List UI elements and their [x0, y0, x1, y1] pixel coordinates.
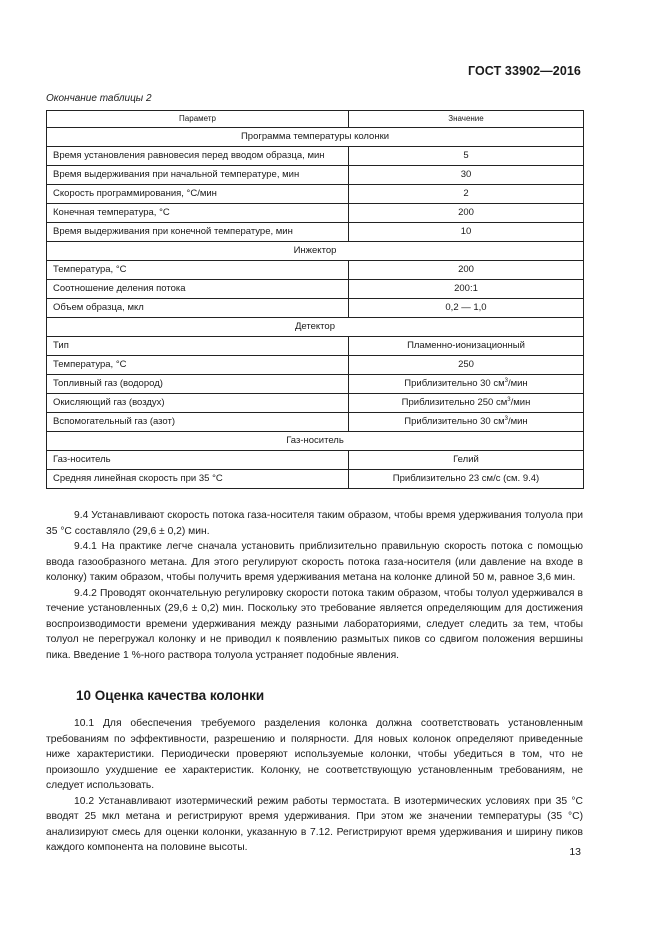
paragraph-10-2: 10.2 Устанавливают изотермический режим работы термостата. В изотермических условиях при 35 °С вводят 25 мкл метана и регистрируют время удерживания. При этом же значении температуры (35 °С) анализируют смесь для оценки колонки, указанную в 7.12. Регистрируют время удерживания и ширину пиков каждого компонента на половине высоты. [46, 795, 583, 853]
parameter-cell: Газ-носитель [47, 451, 349, 470]
table-row [47, 204, 584, 223]
section-title: Газ-носитель [47, 432, 584, 451]
unit-tail: /мин [507, 378, 528, 389]
section-title: Инжектор [47, 242, 584, 261]
value-text: Приблизительно 30 см [404, 378, 505, 389]
parameter-cell: Время установления равновесия перед вводом образца, мин [47, 147, 349, 166]
parameter-cell: Время выдерживания при конечной температуре, мин [47, 223, 349, 242]
page-number: 13 [569, 846, 581, 858]
table-section-row [47, 128, 584, 147]
table-row [47, 394, 584, 413]
value-cell: 5 [349, 147, 584, 166]
parameter-cell: Конечная температура, °С [47, 204, 349, 223]
paragraph-10-1: 10.1 Для обеспечения требуемого разделения колонка должна соответствовать установленным требованиям по эффективности, разрешению и полярности. Для новых колонок определяют приведенные ниже характеристики. Периодически проверяют используемые колонки, чтобы убедиться в том, что не произошло ухудшение ее характеристик. Колонку, не соответствующую установленным требованиям, не следует использовать. [46, 718, 583, 791]
table-row [47, 280, 584, 299]
paragraph-9-4-1: 9.4.1 На практике легче сначала установить приблизительно правильную скорость потока с помощью ввода газообразного метана. Для этого регулируют скорость потока газа-носителя (или давление на входе в колонку) таким образом, чтобы получить время удерживания метана на колонке длиной 50 м, равное 3,6 мин. [46, 541, 583, 583]
table-row [47, 356, 584, 375]
parameter-cell: Тип [47, 337, 349, 356]
table-row [47, 185, 584, 204]
table-row [47, 147, 584, 166]
section-title: Программа температуры колонки [47, 128, 584, 147]
value-cell: 10 [349, 223, 584, 242]
table-caption: Окончание таблицы 2 [46, 93, 152, 104]
table-row [47, 413, 584, 432]
value-cell: 30 [349, 166, 584, 185]
parameter-cell: Температура, °С [47, 356, 349, 375]
table-row [47, 451, 584, 470]
table-section-row [47, 432, 584, 451]
value-cell [349, 375, 584, 394]
standard-code: ГОСТ 33902—2016 [467, 64, 581, 78]
parameter-cell: Объем образца, мкл [47, 299, 349, 318]
unit-superscript: 3 [504, 416, 508, 422]
table-section-row [47, 242, 584, 261]
value-cell: 200 [349, 204, 584, 223]
table-row [47, 261, 584, 280]
parameter-cell: Средняя линейная скорость при 35 °С [47, 470, 349, 489]
value-text: Приблизительно 30 см [404, 416, 505, 427]
parameter-cell: Скорость программирования, °С/мин [47, 185, 349, 204]
table-row [47, 337, 584, 356]
table-row [47, 375, 584, 394]
value-cell: Гелий [349, 451, 584, 470]
value-cell: 0,2 — 1,0 [349, 299, 584, 318]
paragraph-9-4-2: 9.4.2 Проводят окончательную регулировку скорости потока таким образом, чтобы толуол удерживался в течение установленных (29,6 ± 0,2) мин. Поскольку это требование является определяющим для достижения воспроизводимости времени удерживания между разными лабораториями, следует следить за тем, чтобы толуол не перегружал колонку и не приводил к появлению размытых пиков со сдвигом положения вершины пика. Введение 1 %-ного раствора толуола устраняет подобные явления. [46, 587, 583, 661]
parameter-cell: Время выдерживания при начальной температуре, мин [47, 166, 349, 185]
text-block-1 [46, 508, 583, 663]
table-body [47, 128, 584, 489]
table-row [47, 299, 584, 318]
table-row [47, 223, 584, 242]
parameter-cell: Топливный газ (водород) [47, 375, 349, 394]
column-header-value: Значение [349, 111, 584, 128]
parameter-cell: Окисляющий газ (воздух) [47, 394, 349, 413]
value-text: Приблизительно 250 см [401, 397, 508, 408]
table-row [47, 470, 584, 489]
value-cell: 200 [349, 261, 584, 280]
section-title: Детектор [47, 318, 584, 337]
column-header-parameter: Параметр [47, 111, 349, 128]
value-cell [349, 413, 584, 432]
paragraph-9-4: 9.4 Устанавливают скорость потока газа-носителя таким образом, чтобы время удерживания толуола при 35 °С составляло (29,6 ± 0,2) мин. [46, 510, 583, 537]
parameter-cell: Вспомогательный газ (азот) [47, 413, 349, 432]
parameters-table [46, 110, 584, 489]
value-cell: 250 [349, 356, 584, 375]
table-section-row [47, 318, 584, 337]
unit-tail: /мин [510, 397, 531, 408]
unit-tail: /мин [507, 416, 528, 427]
value-cell: 200:1 [349, 280, 584, 299]
value-cell: Пламенно-ионизационный [349, 337, 584, 356]
value-cell [349, 394, 584, 413]
parameter-cell: Температура, °С [47, 261, 349, 280]
parameter-cell: Соотношение деления потока [47, 280, 349, 299]
value-cell: 2 [349, 185, 584, 204]
unit-superscript: 3 [504, 378, 508, 384]
table-row [47, 166, 584, 185]
text-block-2 [46, 716, 583, 856]
section-heading: 10 Оценка качества колонки [76, 688, 265, 703]
value-cell: Приблизительно 23 см/с (см. 9.4) [349, 470, 584, 489]
unit-superscript: 3 [507, 397, 511, 403]
